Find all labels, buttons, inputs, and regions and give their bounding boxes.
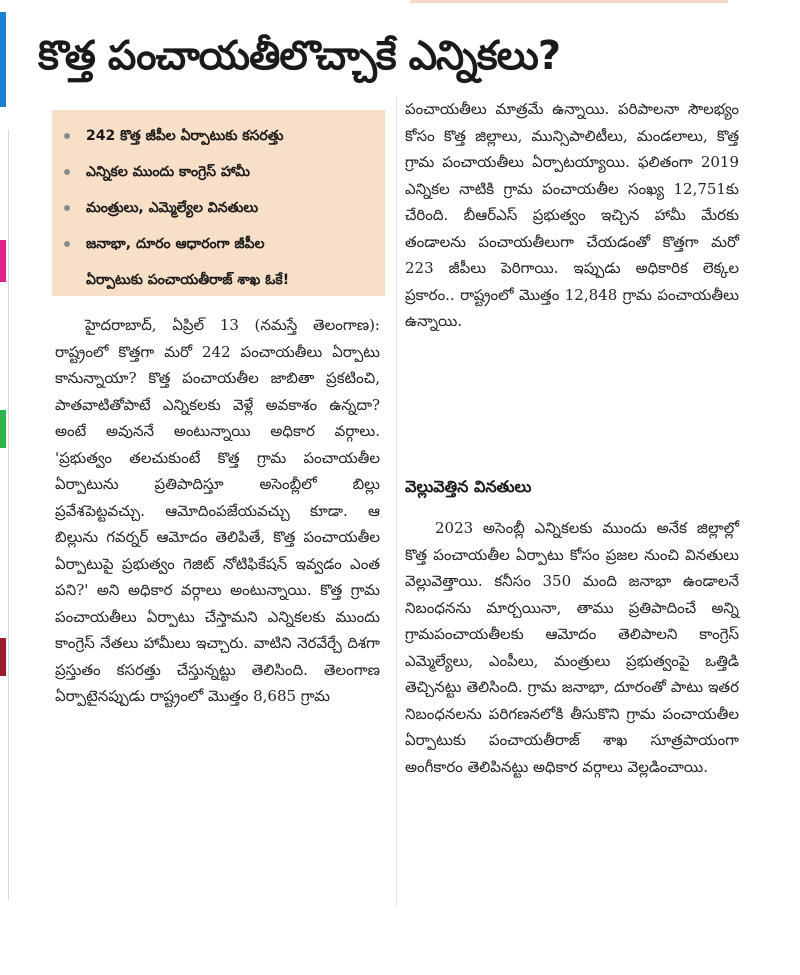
article-paragraph: పంచాయతీలు మాత్రమే ఉన్నాయి. పరిపాలనా సౌలభ్యం కోసం కొత్త జిల్లాలు, మున్సిపాలిటీలు, మండలాలు, కొత్త గ్రామ పంచాయతీలు ఏర్పాటయ్యాయి. ఫలితంగా 2019 ఎన్నికల నాటికి గ్రామ పంచాయతీల సంఖ్య 12,751కు చేరింది. బీఆర్ఎస్ ప్రభుత్వం ఇచ్చిన హామీ మేరకు తండాలను పంచాయతీలుగా చేయడంతో కొత్తగా మరో 223 జీపీలు పెరిగాయి. ఇప్పుడు అధికారిక లెక్కల ప్రకారం.. రాష్ట్రంలో మొత్తం 12,848 గ్రామ పంచాయతీలు ఉన్నాయి. [405,100,739,330]
bullet-icon [64,241,70,247]
highlight-text: ఎన్నికల ముందు కాంగ్రెస్ హామీ [86,164,250,180]
left-margin-line [8,130,9,900]
bullet-icon [64,133,70,139]
edge-tab-blue [0,12,6,107]
article-column-2-continued [405,515,739,780]
section-subheading: వెల్లువెత్తిన వినతులు [405,477,532,496]
highlights-box [52,110,385,296]
bullet-icon [64,205,70,211]
column-divider [396,96,397,906]
edge-tab-green [0,410,6,448]
bullet-icon [64,169,70,175]
highlight-item [60,226,379,262]
highlight-item [60,190,379,226]
highlight-text: 242 కొత్త జీపీల ఏర్పాటుకు కసరత్తు [86,128,284,144]
article-paragraph: హైదరాబాద్, ఏప్రిల్ 13 (నమస్తే తెలంగాణ): రాష్ట్రంలో కొత్తగా మరో 242 పంచాయతీలు ఏర్పాటు కానున్నాయా? కొత్త పంచాయతీల జాబితా ప్రకటించి, పాతవాటితోపాటే ఎన్నికలకు వెళ్లే అవకాశం ఉన్నదా? అంటే అవుననే అంటున్నాయి అధికార వర్గాలు. 'ప్రభుత్వం తలచుకుంటే కొత్త గ్రామ పంచాయతీల ఏర్పాటును ప్రతిపాదిస్తూ అసెంబ్లీలో బిల్లు ప్రవేశపెట్టవచ్చు. ఆమోదింపజేయవచ్చు కూడా. ఆ బిల్లును గవర్నర్ ఆమోదం తెలిపితే, కొత్త పంచాయతీల ఏర్పాటుపై ప్రభుత్వం గెజిట్ నోటిఫికేషన్ ఇవ్వడం ఎంత పని?' అని అధికార వర్గాలు అంటున్నాయి. కొత్త గ్రామ పంచాయతీలు ఏర్పాటు చేస్తామని ఎన్నికలకు ముందు కాంగ్రెస్ నేతలు హామీలు ఇచ్చారు. వాటిని నెరవేర్చే దిశగా ప్రస్తుతం కసరత్తు చేస్తున్నట్టు తెలిసింది. తెలంగాణ ఏర్పాటైనప్పుడు రాష్ట్రంలో మొత్తం 8,685 గ్రామ [55,316,380,705]
article-column-1 [55,312,380,710]
article-column-2 [405,96,739,335]
highlight-text: జనాభా, దూరం ఆధారంగా జీపీల [86,236,265,252]
highlight-item [60,118,379,154]
edge-tab-maroon [0,638,6,676]
highlight-text: మంత్రులు, ఎమ్మెల్యేల వినతులు [86,200,259,216]
top-decor-strip [410,0,728,3]
highlight-text: ఏర్పాటుకు పంచాయతీరాజ్ శాఖ ఓకే! [86,272,290,288]
article-paragraph: 2023 అసెంబ్లీ ఎన్నికలకు ముందు అనేక జిల్లాల్లో కొత్త పంచాయతీల ఏర్పాటు కోసం ప్రజల నుంచి వినతులు వెల్లువెత్తాయి. కనీసం 350 మంది జనాభా ఉండాలనే నిబంధనను మార్చయినా, తాము ప్రతిపాదించే అన్ని గ్రామపంచాయతీలకు ఆమోదం తెలిపాలని కాంగ్రెస్ ఎమ్మెల్యేలు, ఎంపీలు, మంత్రులు ప్రభుత్వంపై ఒత్తిడి తెచ్చినట్టు తెలిసింది. గ్రామ జనాభా, దూరంతో పాటు ఇతర నిబంధనలను పరిగణనలోకి తీసుకొని గ్రామ పంచాయతీల ఏర్పాటుకు పంచాయతీరాజ్ శాఖ సూత్రపాయంగా అంగీకారం తెలిపినట్టు అధికార వర్గాలు వెల్లడించాయి. [405,519,739,776]
highlight-item-continued [60,262,379,298]
edge-tab-pink [0,240,6,282]
highlight-item [60,154,379,190]
headline: కొత్త పంచాయతీలొచ్చాకే ఎన్నికలు? [38,33,561,79]
